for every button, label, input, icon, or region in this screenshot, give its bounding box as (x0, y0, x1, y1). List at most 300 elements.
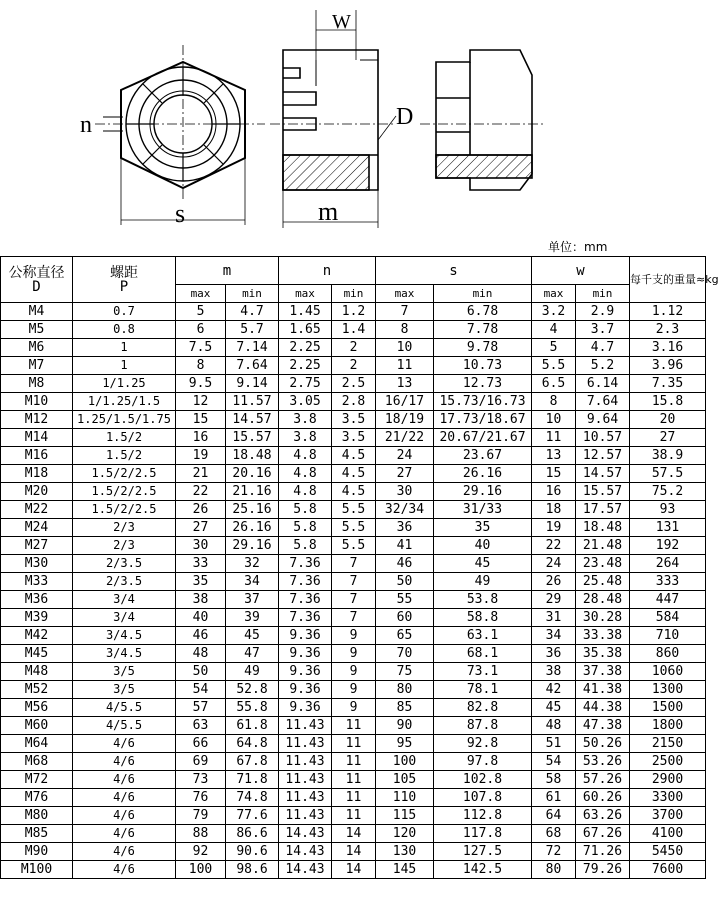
table-row (1, 627, 706, 645)
cell-s-max: 60 (376, 609, 434, 627)
cell-s-min: 82.8 (434, 699, 532, 717)
cell-s-max: 27 (376, 465, 434, 483)
cell-s-max: 13 (376, 375, 434, 393)
cell-n-max: 9.36 (279, 699, 332, 717)
cell-n-min: 4.5 (332, 483, 376, 501)
cell-s-max: 24 (376, 447, 434, 465)
cell-pitch: 1.5/2 (73, 447, 176, 465)
cell-s-max: 70 (376, 645, 434, 663)
table-row (1, 843, 706, 861)
castle-nut-drawing (0, 0, 705, 240)
cell-n-min: 11 (332, 753, 376, 771)
cell-n-max: 11.43 (279, 753, 332, 771)
header-max: max (176, 285, 226, 303)
cell-m-max: 6 (176, 321, 226, 339)
cell-n-max: 5.8 (279, 519, 332, 537)
cell-w-max: 72 (532, 843, 576, 861)
cell-m-max: 27 (176, 519, 226, 537)
cell-s-max: 110 (376, 789, 434, 807)
cell-n-max: 14.43 (279, 843, 332, 861)
cell-s-min: 20.67/21.67 (434, 429, 532, 447)
cell-pitch: 3/4.5 (73, 645, 176, 663)
cell-s-min: 102.8 (434, 771, 532, 789)
cell-n-min: 5.5 (332, 537, 376, 555)
header-n: n (279, 257, 376, 285)
cell-pitch: 1/1.25 (73, 375, 176, 393)
cell-m-max: 33 (176, 555, 226, 573)
cell-m-min: 25.16 (226, 501, 279, 519)
cell-s-min: 40 (434, 537, 532, 555)
cell-w-max: 58 (532, 771, 576, 789)
cell-weight: 3300 (630, 789, 706, 807)
cell-n-max: 3.05 (279, 393, 332, 411)
cell-diameter: M60 (1, 717, 73, 735)
cell-s-max: 50 (376, 573, 434, 591)
table-row (1, 663, 706, 681)
castle-nut-spec-table (0, 256, 719, 879)
cell-w-min: 44.38 (576, 699, 630, 717)
cell-diameter: M80 (1, 807, 73, 825)
cell-w-max: 38 (532, 663, 576, 681)
cell-weight: 2.3 (630, 321, 706, 339)
cell-s-max: 75 (376, 663, 434, 681)
cell-n-max: 5.8 (279, 501, 332, 519)
cell-s-min: 112.8 (434, 807, 532, 825)
table-row (1, 411, 706, 429)
cell-s-max: 16/17 (376, 393, 434, 411)
cell-w-max: 29 (532, 591, 576, 609)
label-s: s (175, 199, 186, 228)
cell-s-max: 90 (376, 717, 434, 735)
cell-diameter: M36 (1, 591, 73, 609)
table-row (1, 429, 706, 447)
cell-m-max: 46 (176, 627, 226, 645)
cell-m-min: 71.8 (226, 771, 279, 789)
cell-diameter: M18 (1, 465, 73, 483)
cell-s-min: 17.73/18.67 (434, 411, 532, 429)
cell-s-min: 117.8 (434, 825, 532, 843)
cell-s-max: 32/34 (376, 501, 434, 519)
table-row (1, 321, 706, 339)
cell-w-max: 36 (532, 645, 576, 663)
cell-m-min: 14.57 (226, 411, 279, 429)
cell-w-min: 79.26 (576, 861, 630, 879)
cell-m-max: 50 (176, 663, 226, 681)
unit-label: 单位：mm (548, 240, 608, 254)
table-row (1, 393, 706, 411)
cell-diameter: M85 (1, 825, 73, 843)
cell-m-min: 49 (226, 663, 279, 681)
cell-w-min: 2.9 (576, 303, 630, 321)
cell-n-min: 2 (332, 339, 376, 357)
cell-w-min: 21.48 (576, 537, 630, 555)
cell-s-min: 68.1 (434, 645, 532, 663)
cell-w-min: 14.57 (576, 465, 630, 483)
label-d: D (396, 104, 414, 130)
cell-m-min: 5.7 (226, 321, 279, 339)
cell-s-max: 7 (376, 303, 434, 321)
cell-s-min: 49 (434, 573, 532, 591)
cell-n-min: 14 (332, 825, 376, 843)
table-row (1, 465, 706, 483)
cell-n-min: 11 (332, 717, 376, 735)
cell-s-min: 73.1 (434, 663, 532, 681)
cell-m-max: 30 (176, 537, 226, 555)
cell-pitch: 4/6 (73, 807, 176, 825)
cell-weight: 5450 (630, 843, 706, 861)
cell-diameter: M33 (1, 573, 73, 591)
cell-w-min: 5.2 (576, 357, 630, 375)
cell-s-max: 100 (376, 753, 434, 771)
cell-n-min: 14 (332, 843, 376, 861)
cell-s-max: 46 (376, 555, 434, 573)
cell-diameter: M22 (1, 501, 73, 519)
cell-m-max: 22 (176, 483, 226, 501)
table-row (1, 807, 706, 825)
cell-pitch: 2/3 (73, 519, 176, 537)
cell-s-max: 8 (376, 321, 434, 339)
cell-m-min: 98.6 (226, 861, 279, 879)
cell-m-min: 34 (226, 573, 279, 591)
header-min: min (332, 285, 376, 303)
cell-m-min: 32 (226, 555, 279, 573)
cell-s-min: 6.78 (434, 303, 532, 321)
cell-pitch: 0.8 (73, 321, 176, 339)
cell-n-max: 9.36 (279, 645, 332, 663)
cell-w-max: 11 (532, 429, 576, 447)
cell-m-max: 35 (176, 573, 226, 591)
cell-n-max: 9.36 (279, 663, 332, 681)
cell-pitch: 1 (73, 339, 176, 357)
cell-s-max: 130 (376, 843, 434, 861)
table-row (1, 537, 706, 555)
cell-s-min: 29.16 (434, 483, 532, 501)
cell-n-max: 11.43 (279, 717, 332, 735)
cell-pitch: 4/6 (73, 753, 176, 771)
cell-n-min: 4.5 (332, 447, 376, 465)
cell-w-min: 63.26 (576, 807, 630, 825)
cell-n-max: 11.43 (279, 735, 332, 753)
cell-n-min: 11 (332, 771, 376, 789)
cell-n-min: 7 (332, 555, 376, 573)
cell-m-min: 52.8 (226, 681, 279, 699)
cell-m-min: 18.48 (226, 447, 279, 465)
cell-n-min: 3.5 (332, 429, 376, 447)
header-max: max (279, 285, 332, 303)
cell-weight: 15.8 (630, 393, 706, 411)
cell-pitch: 2/3.5 (73, 555, 176, 573)
header-nominal-diameter: 公称直径 D (1, 257, 73, 303)
label-w: W (332, 11, 351, 33)
cell-w-min: 25.48 (576, 573, 630, 591)
cell-m-min: 37 (226, 591, 279, 609)
cell-s-max: 95 (376, 735, 434, 753)
cell-n-max: 7.36 (279, 591, 332, 609)
header-weight: 每千支的重量≈kg (630, 257, 706, 303)
cell-n-min: 11 (332, 735, 376, 753)
cell-weight: 3.16 (630, 339, 706, 357)
cell-diameter: M64 (1, 735, 73, 753)
cell-m-min: 26.16 (226, 519, 279, 537)
cell-w-min: 4.7 (576, 339, 630, 357)
cell-n-min: 14 (332, 861, 376, 879)
cell-w-min: 37.38 (576, 663, 630, 681)
cell-w-max: 45 (532, 699, 576, 717)
label-m: m (318, 197, 339, 226)
cell-n-max: 4.8 (279, 483, 332, 501)
cell-w-max: 5 (532, 339, 576, 357)
cell-w-max: 31 (532, 609, 576, 627)
cell-n-max: 7.36 (279, 555, 332, 573)
cell-w-min: 35.38 (576, 645, 630, 663)
cell-w-min: 15.57 (576, 483, 630, 501)
cell-s-min: 142.5 (434, 861, 532, 879)
cell-n-min: 3.5 (332, 411, 376, 429)
cell-n-min: 9 (332, 627, 376, 645)
cell-n-min: 2 (332, 357, 376, 375)
cell-diameter: M16 (1, 447, 73, 465)
cell-m-min: 29.16 (226, 537, 279, 555)
cell-n-max: 4.8 (279, 465, 332, 483)
cell-s-min: 45 (434, 555, 532, 573)
cell-s-min: 92.8 (434, 735, 532, 753)
table-row (1, 375, 706, 393)
cell-weight: 447 (630, 591, 706, 609)
cell-m-max: 63 (176, 717, 226, 735)
cell-weight: 27 (630, 429, 706, 447)
cell-pitch: 1/1.25/1.5 (73, 393, 176, 411)
cell-diameter: M52 (1, 681, 73, 699)
cell-m-min: 21.16 (226, 483, 279, 501)
cell-w-max: 64 (532, 807, 576, 825)
cell-s-min: 78.1 (434, 681, 532, 699)
cell-n-max: 9.36 (279, 627, 332, 645)
cell-diameter: M56 (1, 699, 73, 717)
cell-m-max: 76 (176, 789, 226, 807)
cell-weight: 1.12 (630, 303, 706, 321)
cell-pitch: 0.7 (73, 303, 176, 321)
cell-n-max: 3.8 (279, 429, 332, 447)
cell-pitch: 1.5/2/2.5 (73, 501, 176, 519)
cell-n-min: 2.8 (332, 393, 376, 411)
cell-w-max: 13 (532, 447, 576, 465)
cell-weight: 584 (630, 609, 706, 627)
table-row (1, 357, 706, 375)
cell-pitch: 3/4.5 (73, 627, 176, 645)
cell-w-max: 8 (532, 393, 576, 411)
cell-s-max: 55 (376, 591, 434, 609)
cell-n-min: 1.2 (332, 303, 376, 321)
table-row (1, 573, 706, 591)
cell-s-max: 145 (376, 861, 434, 879)
cell-weight: 333 (630, 573, 706, 591)
header-min: min (434, 285, 532, 303)
cell-n-min: 2.5 (332, 375, 376, 393)
header-min: min (576, 285, 630, 303)
cell-s-min: 63.1 (434, 627, 532, 645)
cell-s-min: 53.8 (434, 591, 532, 609)
cell-pitch: 3/5 (73, 681, 176, 699)
cell-n-max: 7.36 (279, 609, 332, 627)
cell-m-min: 45 (226, 627, 279, 645)
cell-diameter: M24 (1, 519, 73, 537)
cell-n-min: 7 (332, 609, 376, 627)
header-s: s (376, 257, 532, 285)
cell-w-max: 15 (532, 465, 576, 483)
cell-pitch: 4/6 (73, 771, 176, 789)
cell-diameter: M8 (1, 375, 73, 393)
cell-weight: 2900 (630, 771, 706, 789)
cell-w-max: 48 (532, 717, 576, 735)
cell-s-min: 87.8 (434, 717, 532, 735)
cell-m-max: 7.5 (176, 339, 226, 357)
cell-m-min: 47 (226, 645, 279, 663)
cell-s-max: 85 (376, 699, 434, 717)
cell-diameter: M12 (1, 411, 73, 429)
cell-w-min: 6.14 (576, 375, 630, 393)
cell-pitch: 4/6 (73, 843, 176, 861)
cell-w-max: 10 (532, 411, 576, 429)
cell-m-max: 88 (176, 825, 226, 843)
cell-w-min: 9.64 (576, 411, 630, 429)
cell-w-min: 50.26 (576, 735, 630, 753)
table-row (1, 303, 706, 321)
cell-s-min: 10.73 (434, 357, 532, 375)
cell-m-max: 92 (176, 843, 226, 861)
cell-weight: 4100 (630, 825, 706, 843)
table-row (1, 555, 706, 573)
cell-m-min: 67.8 (226, 753, 279, 771)
cell-weight: 1060 (630, 663, 706, 681)
cell-n-min: 11 (332, 807, 376, 825)
cell-m-max: 15 (176, 411, 226, 429)
cell-weight: 131 (630, 519, 706, 537)
table-row (1, 699, 706, 717)
cell-weight: 75.2 (630, 483, 706, 501)
cell-s-min: 9.78 (434, 339, 532, 357)
cell-w-min: 3.7 (576, 321, 630, 339)
cell-w-min: 12.57 (576, 447, 630, 465)
cell-diameter: M90 (1, 843, 73, 861)
cell-weight: 3700 (630, 807, 706, 825)
cell-pitch: 2/3 (73, 537, 176, 555)
cell-diameter: M20 (1, 483, 73, 501)
table-row (1, 771, 706, 789)
cell-diameter: M10 (1, 393, 73, 411)
label-n: n (80, 112, 92, 138)
header-m: m (176, 257, 279, 285)
cell-n-max: 11.43 (279, 789, 332, 807)
cell-w-min: 53.26 (576, 753, 630, 771)
cell-s-max: 41 (376, 537, 434, 555)
table-row (1, 735, 706, 753)
cell-m-max: 54 (176, 681, 226, 699)
cell-n-min: 9 (332, 645, 376, 663)
table-row (1, 861, 706, 879)
cell-n-max: 3.8 (279, 411, 332, 429)
cell-m-max: 73 (176, 771, 226, 789)
cell-w-min: 33.38 (576, 627, 630, 645)
cell-w-max: 68 (532, 825, 576, 843)
side-view (270, 10, 396, 228)
cell-diameter: M48 (1, 663, 73, 681)
cell-pitch: 2/3.5 (73, 573, 176, 591)
cell-n-max: 5.8 (279, 537, 332, 555)
cell-w-min: 41.38 (576, 681, 630, 699)
cell-s-max: 65 (376, 627, 434, 645)
table-row (1, 501, 706, 519)
cell-w-min: 28.48 (576, 591, 630, 609)
cell-weight: 1800 (630, 717, 706, 735)
cell-m-max: 38 (176, 591, 226, 609)
cell-m-min: 11.57 (226, 393, 279, 411)
table-row (1, 825, 706, 843)
cell-s-max: 11 (376, 357, 434, 375)
cell-s-min: 26.16 (434, 465, 532, 483)
cell-n-max: 9.36 (279, 681, 332, 699)
cell-diameter: M76 (1, 789, 73, 807)
cell-weight: 20 (630, 411, 706, 429)
cell-n-max: 1.45 (279, 303, 332, 321)
cell-w-max: 26 (532, 573, 576, 591)
cell-s-max: 10 (376, 339, 434, 357)
top-view (95, 45, 265, 225)
cell-weight: 264 (630, 555, 706, 573)
cell-w-min: 71.26 (576, 843, 630, 861)
cell-n-min: 9 (332, 663, 376, 681)
cell-pitch: 1.5/2 (73, 429, 176, 447)
cell-m-min: 4.7 (226, 303, 279, 321)
cell-s-min: 97.8 (434, 753, 532, 771)
cell-w-max: 80 (532, 861, 576, 879)
table-row (1, 789, 706, 807)
cell-weight: 710 (630, 627, 706, 645)
cell-n-min: 9 (332, 681, 376, 699)
cell-diameter: M100 (1, 861, 73, 879)
cell-n-min: 9 (332, 699, 376, 717)
table-row (1, 609, 706, 627)
cell-m-max: 21 (176, 465, 226, 483)
cell-w-min: 57.26 (576, 771, 630, 789)
table-row (1, 447, 706, 465)
table-row (1, 753, 706, 771)
cell-m-min: 7.14 (226, 339, 279, 357)
end-view (420, 50, 545, 190)
cell-n-min: 5.5 (332, 501, 376, 519)
cell-s-min: 15.73/16.73 (434, 393, 532, 411)
cell-n-min: 7 (332, 573, 376, 591)
cell-weight: 7600 (630, 861, 706, 879)
cell-m-max: 40 (176, 609, 226, 627)
cell-diameter: M72 (1, 771, 73, 789)
cell-diameter: M39 (1, 609, 73, 627)
cell-m-max: 100 (176, 861, 226, 879)
cell-w-max: 51 (532, 735, 576, 753)
cell-weight: 860 (630, 645, 706, 663)
cell-w-max: 54 (532, 753, 576, 771)
cell-diameter: M45 (1, 645, 73, 663)
cell-w-min: 17.57 (576, 501, 630, 519)
cell-s-min: 127.5 (434, 843, 532, 861)
cell-w-min: 30.28 (576, 609, 630, 627)
header-pitch: 螺距 P (73, 257, 176, 303)
cell-w-min: 18.48 (576, 519, 630, 537)
cell-diameter: M42 (1, 627, 73, 645)
cell-pitch: 3/4 (73, 609, 176, 627)
header-w: w (532, 257, 630, 285)
cell-s-min: 7.78 (434, 321, 532, 339)
cell-n-min: 11 (332, 789, 376, 807)
